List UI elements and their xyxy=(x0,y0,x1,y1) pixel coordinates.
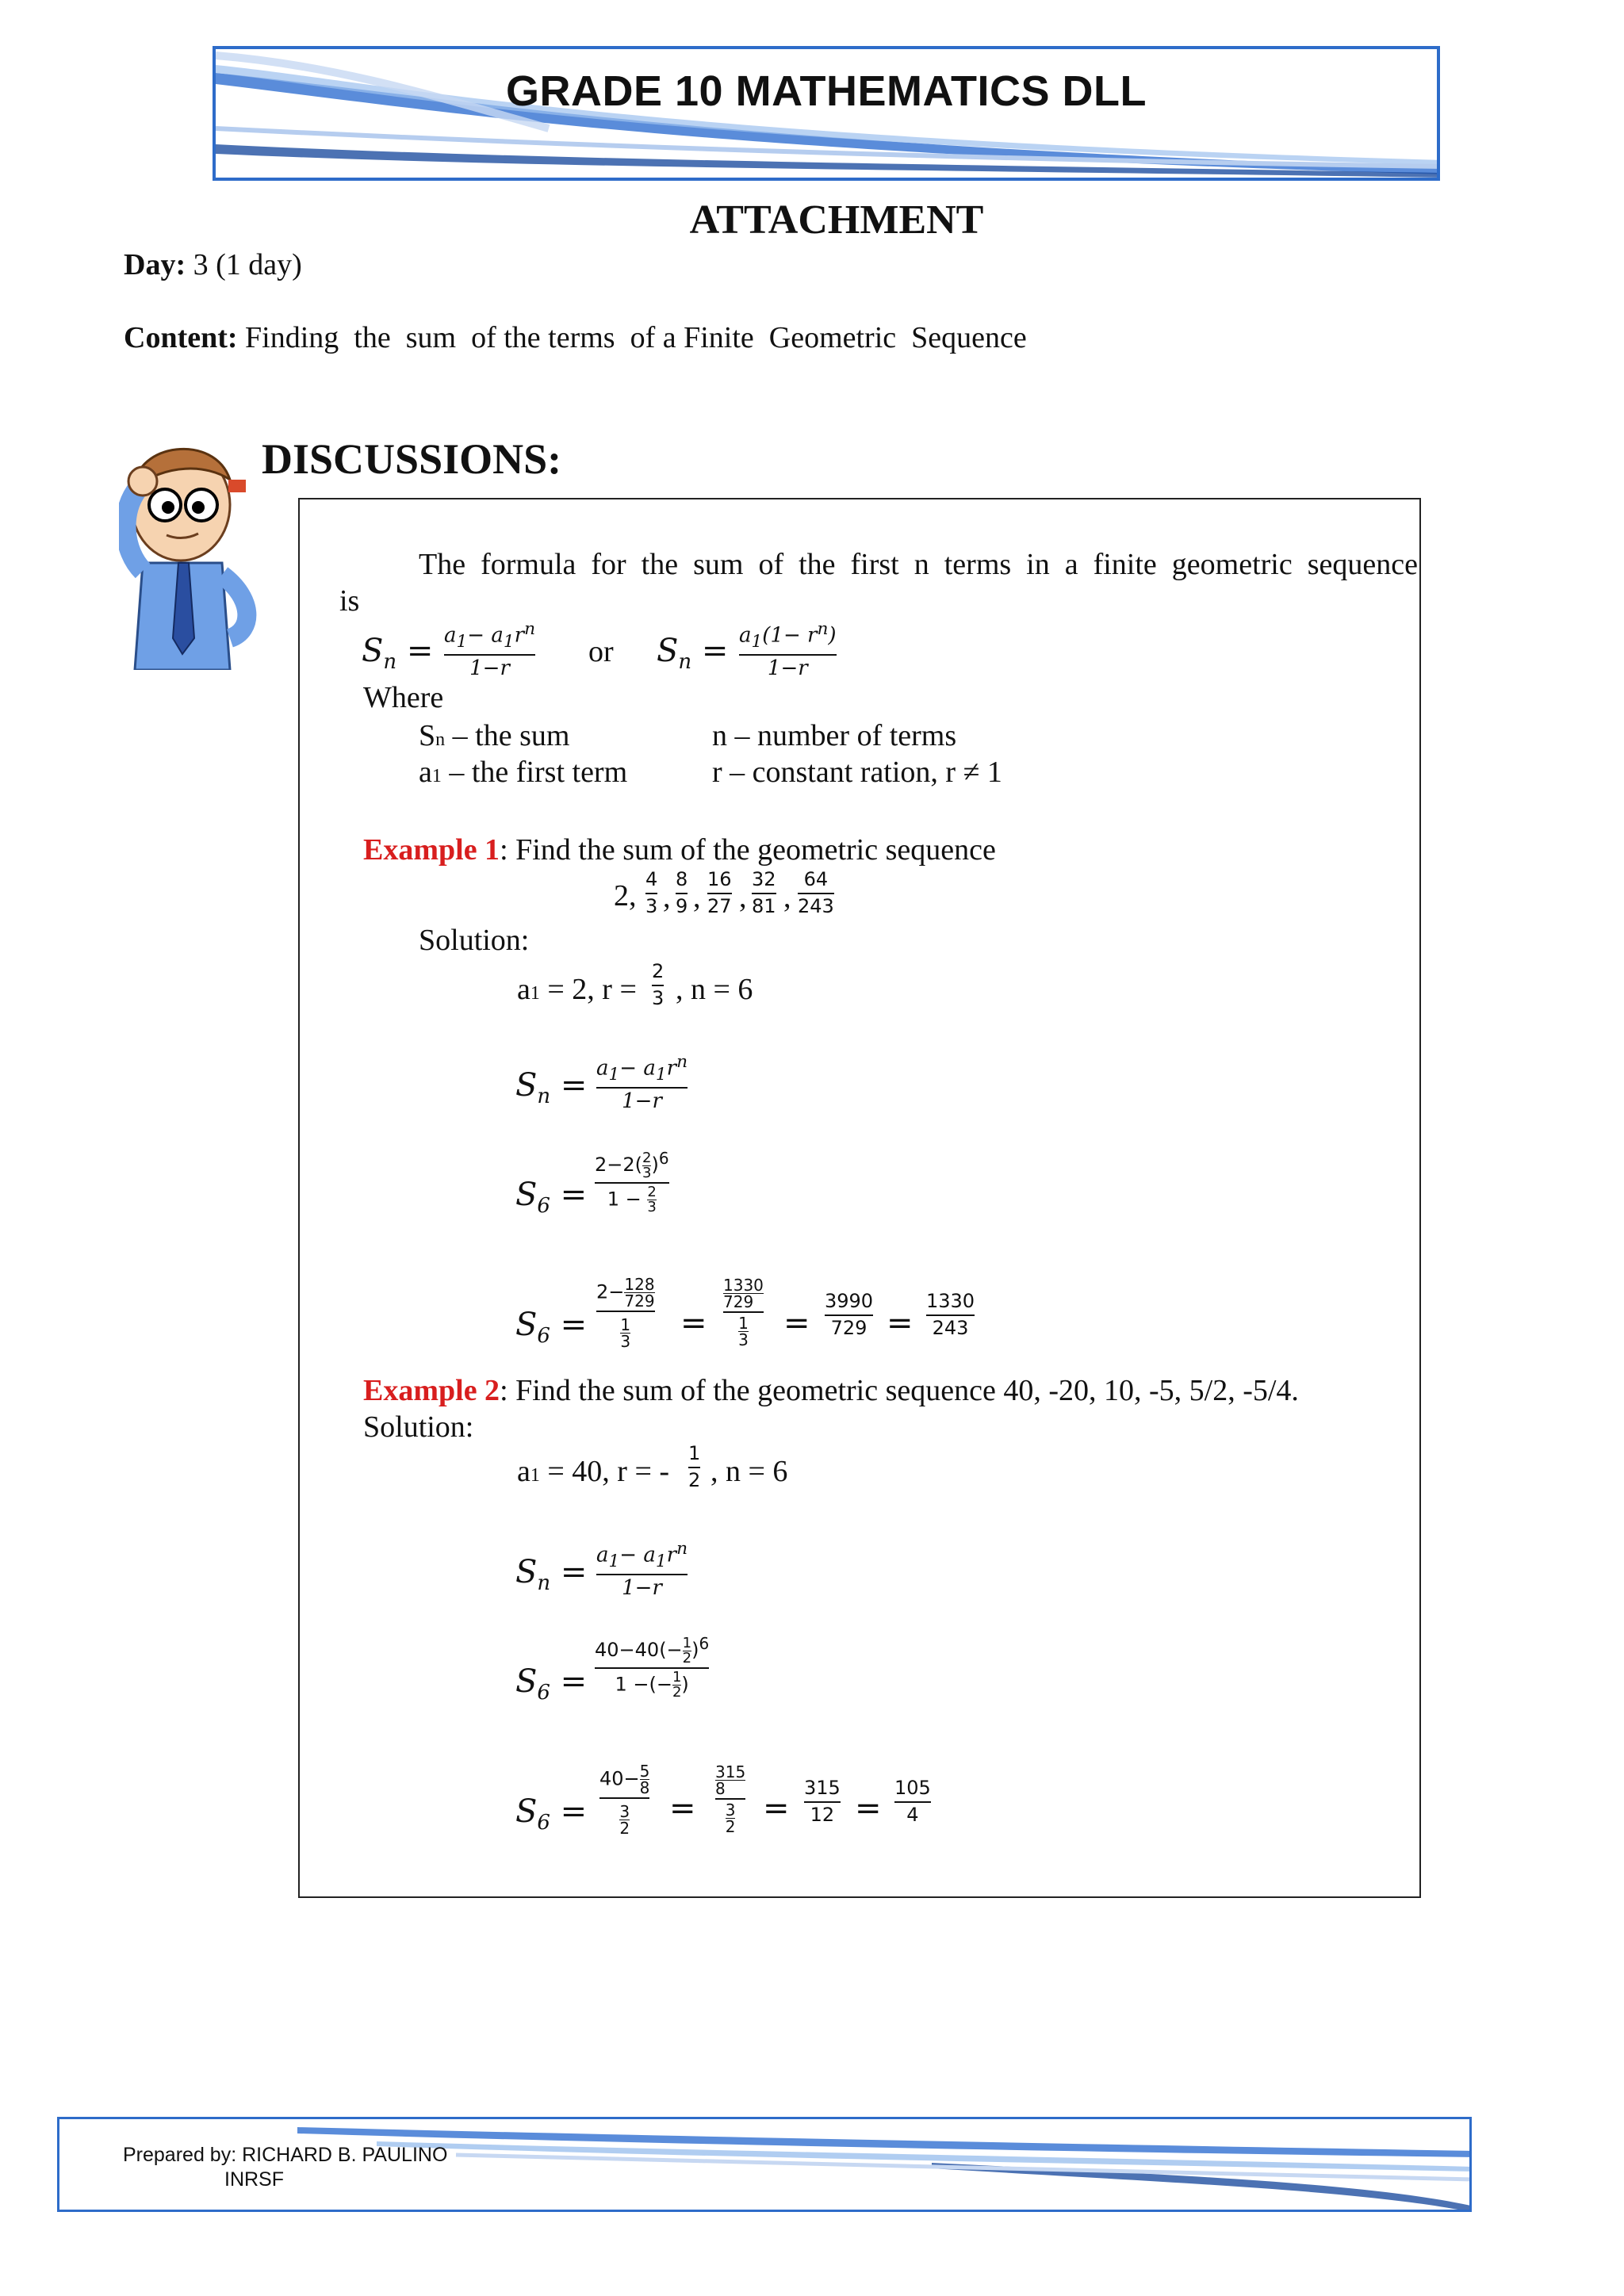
content-label: Content: xyxy=(124,321,238,354)
example-2-prompt: : Find the sum of the geometric sequence 40, -20, 10, -5, 5/2, -5/4. xyxy=(500,1374,1299,1407)
ex1-s6-step1: $S_6$ = xyxy=(515,1177,588,1218)
example-1-label: Example 1 xyxy=(363,833,500,867)
ex2-step2-frac1: 40− $\frac{5}{8}$ $\frac{3}{2}$ xyxy=(599,1762,650,1838)
ex1-given: a1 = 2, r = xyxy=(517,973,637,1006)
def-n: n – number of terms xyxy=(712,719,957,752)
formula-intro-is: is xyxy=(339,584,360,618)
prepared-by xyxy=(123,2143,447,2192)
ex1-term-6: 64 243 xyxy=(798,868,834,917)
ex1-step2-frac3: 3990 729 xyxy=(825,1290,874,1339)
ex1-s6-step2: $S_6$ = xyxy=(515,1307,588,1348)
prepared-by-name: Prepared by: RICHARD B. PAULINO xyxy=(123,2144,448,2166)
comma: , xyxy=(783,881,791,914)
comma: , xyxy=(739,881,747,914)
content-line xyxy=(124,320,1027,355)
content-value: Finding the sum of the terms of a Finite Geometric Sequence xyxy=(245,321,1027,354)
formula-intro: The formula for the sum of the first n terms in a finite geometric sequence xyxy=(419,548,1418,581)
ex2-s6-step2: $S_6$ = xyxy=(515,1793,588,1835)
def-a1-text: – the first term xyxy=(449,756,628,789)
ex1-term-2: 4 3 xyxy=(645,868,658,917)
comma: , xyxy=(693,881,701,914)
ex1-term-5: 32 81 xyxy=(752,868,776,917)
sum-formula-1: $a_1- a_1r^n$ 1−r xyxy=(444,619,536,680)
ex1-step1-fraction: 2−2( $\frac{2}{3}$ )$^6$ 1 − $\frac{2}{3}$ xyxy=(595,1149,669,1215)
ex1-sn: $S_n$ = xyxy=(515,1067,588,1108)
day-label: Day: xyxy=(124,248,186,281)
example-1-line xyxy=(363,832,996,867)
def-sn: Sn – the sum xyxy=(419,719,570,752)
attachment-heading: ATTACHMENT xyxy=(689,197,984,243)
discussion-box xyxy=(298,498,1421,1898)
discussions-heading: DISCUSSIONS: xyxy=(262,435,562,483)
example-1-prompt: : Find the sum of the geometric sequence xyxy=(500,833,996,867)
where-label: Where xyxy=(363,681,444,714)
ex2-step2-frac2: $\frac{315}{8}$ $\frac{3}{2}$ xyxy=(715,1762,746,1836)
ex2-step2-frac3: 315 12 xyxy=(804,1777,841,1826)
ex2-result: 105 4 xyxy=(894,1777,931,1826)
prepared-by-org: INRSF xyxy=(224,2168,284,2191)
ex2-solution-label: Solution: xyxy=(363,1410,474,1444)
equals: = xyxy=(680,1305,707,1341)
ex1-term-3: 8 9 xyxy=(676,868,688,917)
or-text: or xyxy=(588,635,614,668)
ex1-result: 1330 243 xyxy=(926,1290,975,1339)
ex2-sn: $S_n$ = xyxy=(515,1554,588,1595)
sum-formula-2: $a_1(1- r^n)$ 1−r xyxy=(739,619,837,680)
ex1-step2-frac1: 2− $\frac{128}{729}$ $\frac{1}{3}$ xyxy=(596,1275,655,1351)
header-banner xyxy=(213,46,1440,181)
ex2-given: a1 = 40, r = - xyxy=(517,1455,670,1488)
comma: , xyxy=(663,881,671,914)
ex1-solution-label: Solution: xyxy=(419,924,530,957)
ex1-formula: $a_1- a_1r^n$ 1−r xyxy=(596,1052,688,1113)
equals: = xyxy=(887,1305,914,1341)
ex1-term-1: 2, xyxy=(614,879,637,913)
def-sn-text: – the sum xyxy=(452,719,570,752)
example-2-label: Example 2 xyxy=(363,1374,500,1407)
ex2-s6-step1: $S_6$ = xyxy=(515,1663,588,1705)
document-title: GRADE 10 MATHEMATICS DLL xyxy=(506,67,1147,115)
sn-symbol: $S_n$ = xyxy=(362,633,434,674)
ex1-given-n: , n = 6 xyxy=(676,973,753,1006)
equals: = xyxy=(855,1790,882,1827)
ex2-ratio: 1 2 xyxy=(688,1442,701,1491)
ex2-step1-fraction: 40−40(− $\frac{1}{2}$ )$^6$ 1 −(− $\frac{1}{2}$ ) xyxy=(595,1634,710,1701)
ex1-ratio: 2 3 xyxy=(652,960,665,1009)
ex1-term-4: 16 27 xyxy=(707,868,732,917)
ex2-formula: $a_1- a_1r^n$ 1−r xyxy=(596,1539,688,1600)
thinking-boy-illustration xyxy=(119,432,262,670)
ex2-given-n: , n = 6 xyxy=(710,1455,788,1488)
sn-symbol-2: $S_n$ = xyxy=(657,633,729,674)
equals: = xyxy=(783,1305,810,1341)
ex1-step2-frac2: $\frac{1330}{729}$ $\frac{1}{3}$ xyxy=(723,1276,764,1349)
example-2-line xyxy=(363,1373,1299,1408)
equals: = xyxy=(763,1790,790,1827)
footer-banner xyxy=(57,2117,1472,2212)
def-r: r – constant ration, r ≠ 1 xyxy=(712,756,1002,789)
equals: = xyxy=(669,1790,696,1827)
day-value: 3 (1 day) xyxy=(193,248,302,281)
def-a1: a1 – the first term xyxy=(419,756,628,789)
day-line xyxy=(124,247,302,282)
